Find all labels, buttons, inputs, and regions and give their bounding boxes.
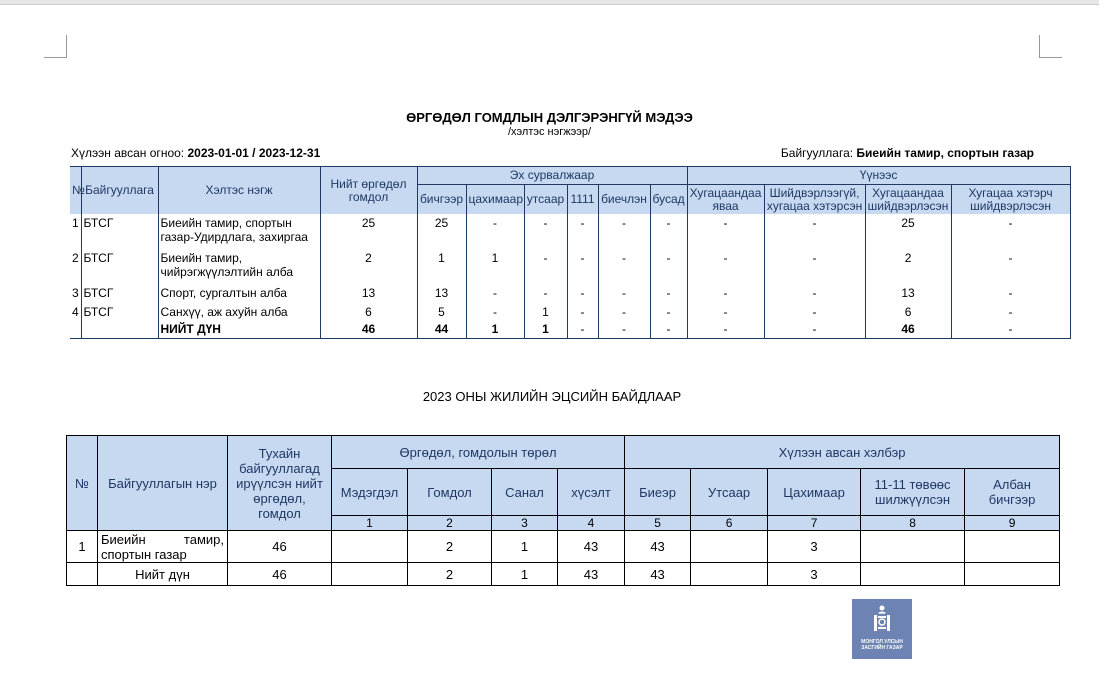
cell-notice xyxy=(332,531,408,563)
col-number: 5 xyxy=(625,516,691,531)
table-row xyxy=(67,531,1060,563)
cell-written: 5 xyxy=(417,303,466,322)
emblem-caption-line2: ЗАСГИЙН ГАЗАР xyxy=(861,645,903,651)
total-online: 1 xyxy=(466,322,524,339)
cell-total: 13 xyxy=(320,284,417,303)
cell-in-progress: - xyxy=(687,249,764,284)
cell-complaint: 2 xyxy=(408,531,492,563)
cell-hotline: - xyxy=(567,214,598,249)
col-header-online: Цахимаар xyxy=(768,469,861,516)
organization-value: Биеийн тамир, спортын газар xyxy=(856,146,1034,160)
cell-phone: - xyxy=(524,284,567,303)
cell-late: - xyxy=(951,214,1070,249)
col-number: 9 xyxy=(965,516,1060,531)
cell-other: - xyxy=(650,284,687,303)
cell-on-time: 2 xyxy=(865,249,951,284)
cell-phone xyxy=(691,531,768,563)
col-header-phone: Утсаар xyxy=(691,469,768,516)
col-number: 1 xyxy=(332,516,408,531)
cell-no: 1 xyxy=(70,214,81,249)
cell-in-person: - xyxy=(598,284,650,303)
cell-written: 25 xyxy=(417,214,466,249)
cell-total: 2 xyxy=(320,249,417,284)
col-group-source: Эх сурвалжаар xyxy=(417,167,687,185)
total-suggestion: 1 xyxy=(492,563,558,586)
total-label: Нийт дүн xyxy=(98,563,228,586)
cell-online: - xyxy=(466,303,524,322)
period-value: 2023-01-01 / 2023-12-31 xyxy=(187,146,321,160)
cell-phone: - xyxy=(524,249,567,284)
total-late: - xyxy=(951,322,1070,339)
col-group-timing: Үүнээс xyxy=(687,167,1070,185)
total-on-time: 46 xyxy=(865,322,951,339)
total-hotline: - xyxy=(567,322,598,339)
col-header-official-letter: Албан бичгээр xyxy=(965,469,1060,516)
col-header-org-name: Байгууллагын нэр xyxy=(98,436,228,531)
cell-late: - xyxy=(951,303,1070,322)
cell-written: 1 xyxy=(417,249,466,284)
col-header-org: Байгууллага xyxy=(81,167,158,215)
cell-in-person: 43 xyxy=(625,531,691,563)
cell-org: БТСГ xyxy=(81,214,158,249)
col-header-unit: Хэлтэс нэгж xyxy=(158,167,320,215)
table-row xyxy=(70,284,1070,303)
cell-request: 43 xyxy=(558,531,625,563)
cell-unit: Биеийн тамир, чийрэгжүүлэлтийн алба xyxy=(158,249,320,284)
col-number: 7 xyxy=(768,516,861,531)
col-header-notice: Мэдэгдэл xyxy=(332,469,408,516)
total-official-letter xyxy=(965,563,1060,586)
cell-org: БТСГ xyxy=(81,303,158,322)
total-written: 44 xyxy=(417,322,466,339)
total-in-person: - xyxy=(598,322,650,339)
cell-late: - xyxy=(951,249,1070,284)
cell-online: - xyxy=(466,214,524,249)
cell-other: - xyxy=(650,214,687,249)
col-header-phone: утсаар xyxy=(524,185,567,215)
cell-hotline: - xyxy=(567,303,598,322)
table-row xyxy=(70,249,1070,284)
cell-in-progress: - xyxy=(687,284,764,303)
detail-table xyxy=(70,166,1071,339)
total-other: - xyxy=(650,322,687,339)
cell-unit: Спорт, сургалтын алба xyxy=(158,284,320,303)
cell-unit: Санхүү, аж ахуйн алба xyxy=(158,303,320,322)
col-number: 3 xyxy=(492,516,558,531)
col-group-channel: Хүлээн авсан хэлбэр xyxy=(625,436,1060,469)
cell-in-person: - xyxy=(598,214,650,249)
emblem-caption-line1: МОНГОЛ УЛСЫН xyxy=(861,639,903,645)
col-header-no: № xyxy=(67,436,98,531)
total-label: НИЙТ ДҮН xyxy=(158,322,320,339)
col-group-type: Өргөдөл, гомдолын төрөл xyxy=(332,436,625,469)
col-number: 2 xyxy=(408,516,492,531)
cell-overdue-open: - xyxy=(764,214,865,249)
cell-suggestion: 1 xyxy=(492,531,558,563)
total-row xyxy=(70,322,1070,339)
cell-unit: Биеийн тамир, спортын газар-Удирдлага, захиргаа xyxy=(158,214,320,249)
cell-online: 3 xyxy=(768,531,861,563)
total-total: 46 xyxy=(228,563,332,586)
cell-overdue-open: - xyxy=(764,249,865,284)
cell-org: БТСГ xyxy=(81,284,158,303)
total-total: 46 xyxy=(320,322,417,339)
total-phone: 1 xyxy=(524,322,567,339)
col-number: 6 xyxy=(691,516,768,531)
cell-org: Биеийн тамир, спортын газар xyxy=(98,531,228,563)
total-request: 43 xyxy=(558,563,625,586)
total-overdue-open: - xyxy=(764,322,865,339)
col-header-request: хүсэлт xyxy=(558,469,625,516)
report-title: ӨРГӨДӨЛ ГОМДЛЫН ДЭЛГЭРЭНГҮЙ МЭДЭЭ xyxy=(406,110,693,125)
cell-org: БТСГ xyxy=(81,249,158,284)
table-row xyxy=(70,214,1070,249)
cell-overdue-open: - xyxy=(764,284,865,303)
table-row xyxy=(70,303,1070,322)
total-hotline xyxy=(861,563,965,586)
col-header-online: цахимаар xyxy=(466,185,524,215)
cell-total: 6 xyxy=(320,303,417,322)
col-header-on-time: Хугацаандаа шийдвэрлэсэн xyxy=(865,185,951,215)
detail-table-container xyxy=(70,166,1053,339)
col-number: 4 xyxy=(558,516,625,531)
col-header-hotline: 1111 xyxy=(567,185,598,215)
col-header-late: Хугацаа хэтэрч шийдвэрлэсэн xyxy=(951,185,1070,215)
cell-no: 2 xyxy=(70,249,81,284)
section-title: 2023 ОНЫ ЖИЛИЙН ЭЦСИЙН БАЙДЛААР xyxy=(422,389,682,404)
col-header-other: бусад xyxy=(650,185,687,215)
cell-late: - xyxy=(951,284,1070,303)
cell-no: 1 xyxy=(67,531,98,563)
cell-hotline: - xyxy=(567,249,598,284)
cell-written: 13 xyxy=(417,284,466,303)
annual-summary-table xyxy=(66,435,1060,586)
cell-other: - xyxy=(650,249,687,284)
organization-label: Байгууллага: xyxy=(780,146,854,160)
period-line xyxy=(71,146,320,160)
government-emblem xyxy=(852,599,912,659)
col-header-in-progress: Хугацаандаа яваа xyxy=(687,185,764,215)
total-notice xyxy=(332,563,408,586)
col-header-no: № xyxy=(70,167,81,215)
cell-on-time: 13 xyxy=(865,284,951,303)
total-row xyxy=(67,563,1060,586)
col-header-in-person: Биеэр xyxy=(625,469,691,516)
cell-in-progress: - xyxy=(687,303,764,322)
col-header-hotline-transfer: 11-11 төвөөс шилжүүлсэн xyxy=(861,469,965,516)
total-online: 3 xyxy=(768,563,861,586)
cell-in-person: - xyxy=(598,249,650,284)
total-phone xyxy=(691,563,768,586)
col-number: 8 xyxy=(861,516,965,531)
cell-no: 4 xyxy=(70,303,81,322)
soyombo-icon xyxy=(870,604,894,634)
cell-no: 3 xyxy=(70,284,81,303)
period-label: Хүлээн авсан огноо: xyxy=(71,146,185,160)
report-subtitle: /хэлтэс нэгжээр/ xyxy=(507,126,591,138)
col-header-complaint: Гомдол xyxy=(408,469,492,516)
total-complaint: 2 xyxy=(408,563,492,586)
cell-online: 1 xyxy=(466,249,524,284)
cell-overdue-open: - xyxy=(764,303,865,322)
total-in-progress: - xyxy=(687,322,764,339)
cell-hotline: - xyxy=(567,284,598,303)
col-header-total: Нийт өргөдөл гомдол xyxy=(320,167,417,215)
cell-other: - xyxy=(650,303,687,322)
cell-official-letter xyxy=(965,531,1060,563)
cell-on-time: 6 xyxy=(865,303,951,322)
organization-line xyxy=(781,146,1034,160)
col-header-in-person: биечлэн xyxy=(598,185,650,215)
cell-hotline xyxy=(861,531,965,563)
cell-on-time: 25 xyxy=(865,214,951,249)
crop-mark-top-left xyxy=(44,35,67,58)
cell-phone: 1 xyxy=(524,303,567,322)
cell-phone: - xyxy=(524,214,567,249)
total-in-person: 43 xyxy=(625,563,691,586)
cell-total: 25 xyxy=(320,214,417,249)
col-header-written: бичгээр xyxy=(417,185,466,215)
col-header-overdue-open: Шийдвэрлээгүй, хугацаа хэтэрсэн xyxy=(764,185,865,215)
cell-total: 46 xyxy=(228,531,332,563)
cell-in-progress: - xyxy=(687,214,764,249)
col-header-suggestion: Санал xyxy=(492,469,558,516)
window-top-border xyxy=(0,0,1099,5)
cell-online: - xyxy=(466,284,524,303)
crop-mark-top-right xyxy=(1039,35,1062,58)
col-header-total: Тухайн байгууллагад ирүүлсэн нийт өргөдөл, гомдол xyxy=(228,436,332,531)
cell-in-person: - xyxy=(598,303,650,322)
